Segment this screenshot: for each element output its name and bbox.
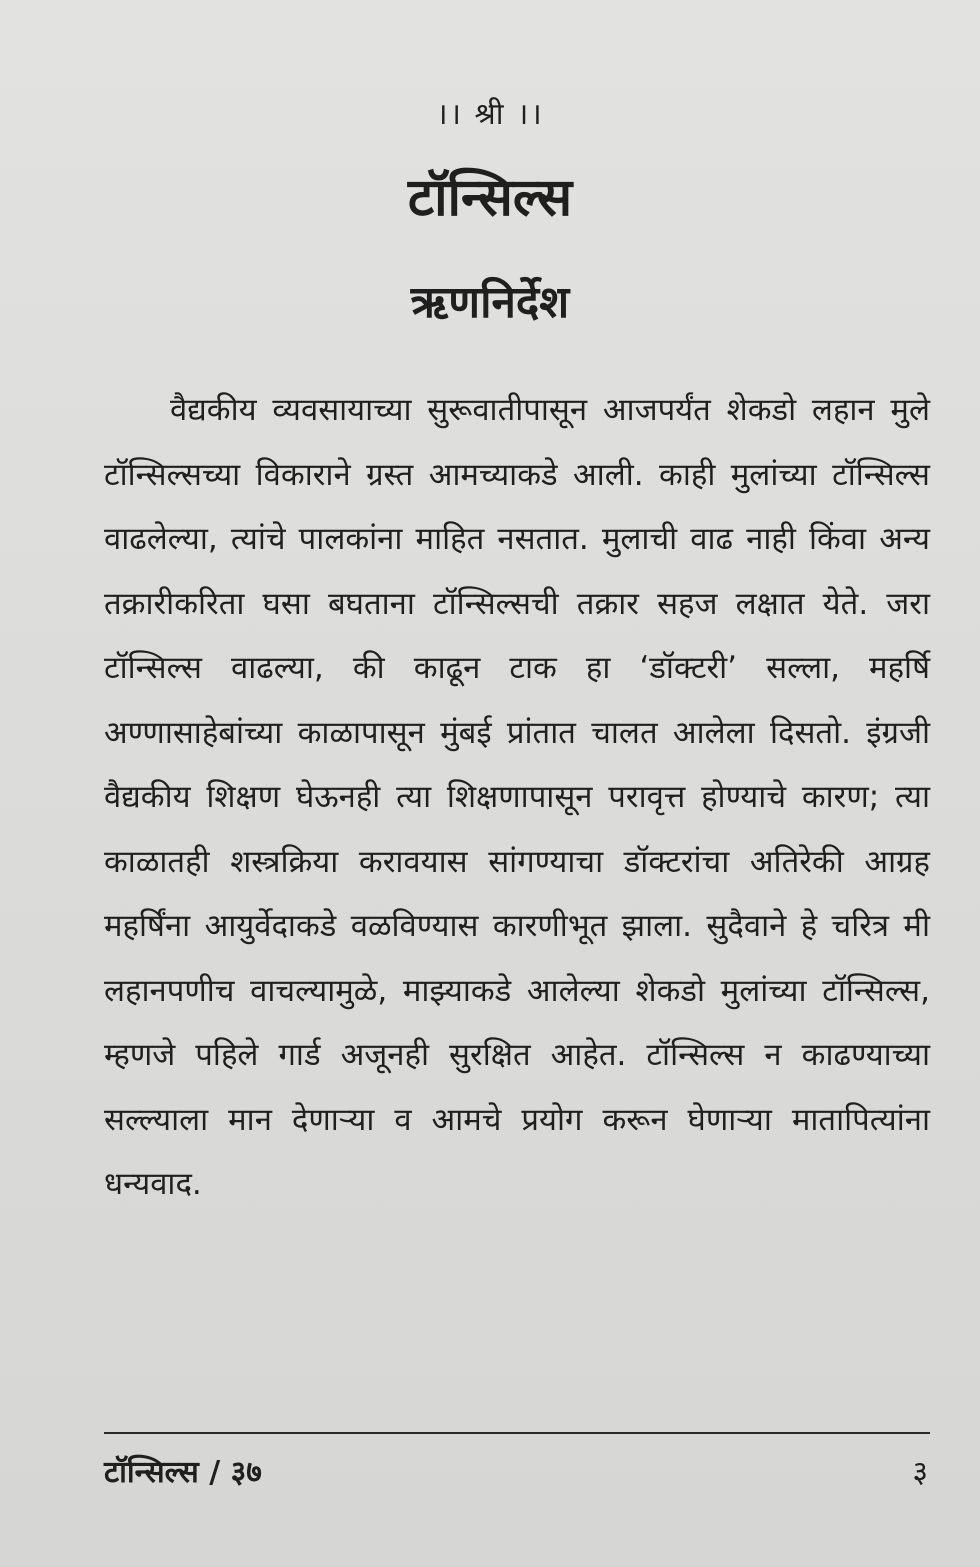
footer-divider: [104, 1432, 930, 1434]
running-title: टॉन्सिल्स / ३७: [104, 1455, 262, 1490]
acknowledgement-paragraph: वैद्यकीय व्यवसायाच्या सुरूवातीपासून आजपर्यंत शेकडो लहान मुले टॉन्सिल्सच्या विकाराने ग्रस्त आमच्याकडे आली. काही मुलांच्या टॉन्सिल्स वाढलेल्या, त्यांचे पालकांना माहित नसतात. मुलाची वाढ नाही किंवा अन्य तक्रारीकरिता घसा बघताना टॉन्सिल्सची तक्रार सहज लक्षात येते. जरा टॉन्सिल्स वाढल्या, की काढून टाक हा ‘डॉक्टरी’ सल्ला, महर्षि अण्णासाहेबांच्या काळापासून मुंबई प्रांतात चालत आलेला दिसतो. इंग्रजी वैद्यकीय शिक्षण घेऊनही त्या शिक्षणापासून परावृत्त होण्याचे कारण; त्या काळातही शस्त्रक्रिया करावयास सांगण्याचा डॉक्टरांचा अतिरेकी आग्रह महर्षिंना आयुर्वेदाकडे वळविण्यास कारणीभूत झाला. सुदैवाने हे चरित्र मी लहानपणीच वाचल्यामुळे, माझ्याकडे आलेल्या शेकडो मुलांच्या टॉन्सिल्स, म्हणजे पहिले गार्ड अजूनही सुरक्षित आहेत. टॉन्सिल्स न काढण्याच्या सल्ल्याला मान देणाऱ्या व आमचे प्रयोग करून घेणाऱ्या मातापित्यांना धन्यवाद.: [104, 392, 930, 1202]
section-subtitle: ऋणनिर्देश: [410, 277, 570, 328]
page-title: टॉन्सिल्स: [407, 168, 573, 228]
invocation-heading: ।। श्री ।।: [436, 97, 544, 132]
page-number: ३: [912, 1455, 928, 1490]
